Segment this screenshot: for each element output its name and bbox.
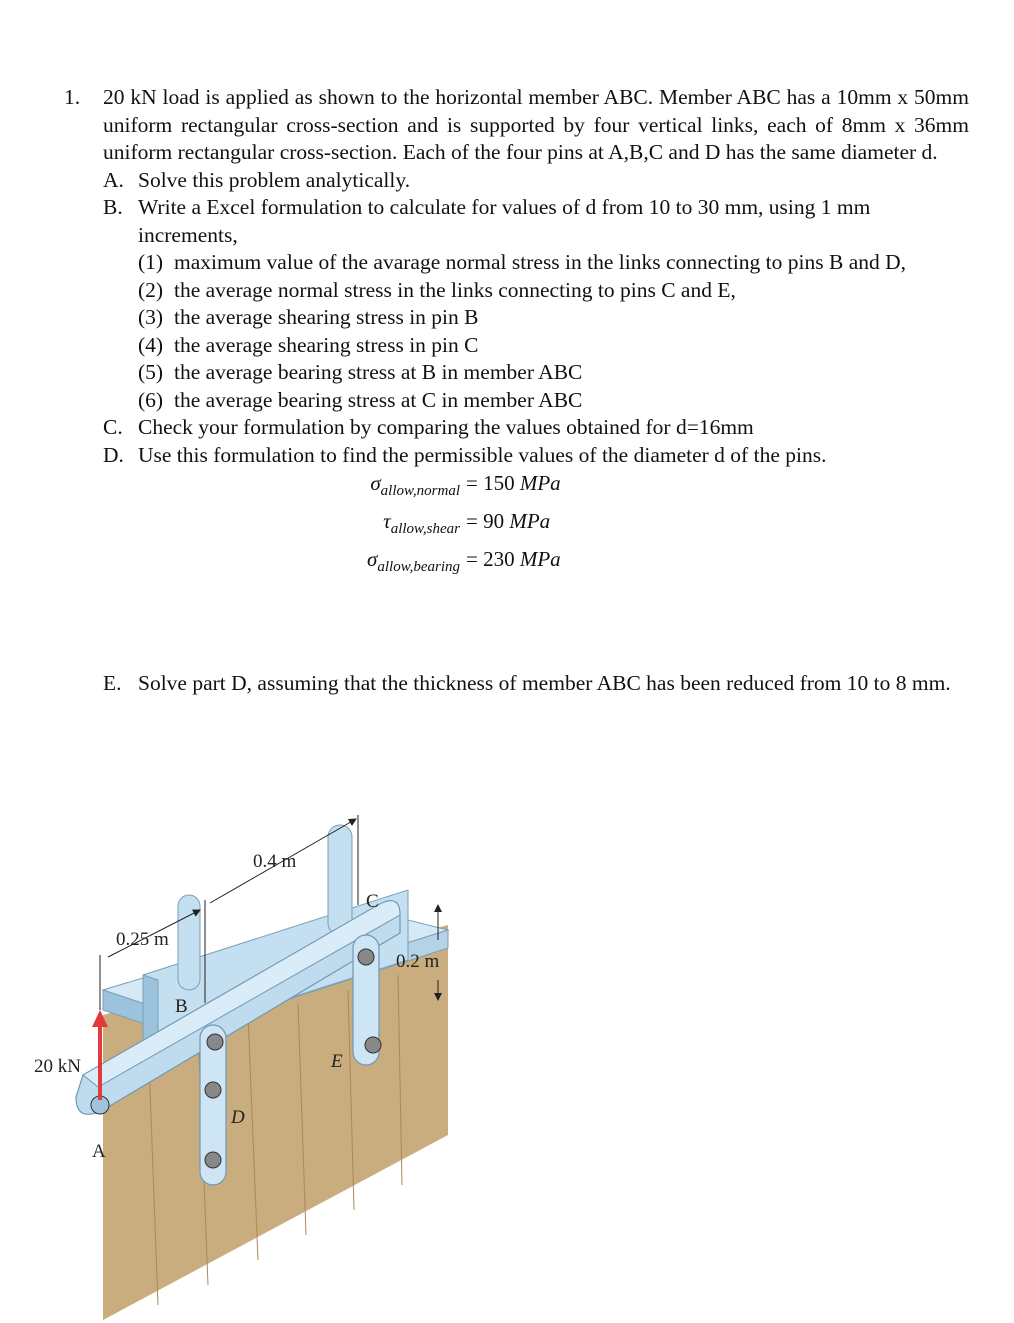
subpart-text: the average bearing stress at C in member ABC [174, 387, 583, 412]
allowable-stresses [300, 468, 630, 582]
part-label: C. [103, 415, 123, 439]
pin-e [365, 1037, 381, 1053]
dim-02-label: 0.2 m [396, 951, 440, 972]
subpart-label: (4) [138, 332, 164, 357]
label-e: E [331, 1051, 343, 1072]
part-label: E. [103, 671, 122, 695]
parts-list [103, 167, 969, 470]
part-label: B. [103, 195, 123, 219]
unit: MPa [509, 509, 551, 533]
dim-04-label: 0.4 m [253, 851, 297, 872]
load-label: 20 kN [34, 1056, 81, 1077]
subpart-4 [138, 332, 969, 360]
part-b [103, 194, 969, 414]
value: 230 [483, 547, 515, 571]
subpart-text: maximum value of the avarage normal stress in the links connecting to pins B and D, [174, 250, 907, 274]
link-back-b [178, 895, 200, 990]
subpart-5 [138, 359, 969, 387]
unit: MPa [519, 471, 561, 495]
subpart-6 [138, 387, 969, 415]
subpart-label: (5) [138, 360, 164, 384]
pin-d-bottom [205, 1152, 221, 1168]
label-b: B [175, 996, 188, 1017]
subpart-1 [138, 249, 969, 277]
part-label: D. [103, 442, 124, 467]
label-c: C [366, 891, 379, 912]
problem-statement: 20 kN load is applied as shown to the horizontal member ABC. Member ABC has a 10mm x 50mm uniform rectangular cross-section and is supported by four vertical links, each of 8mm x 36mm uniform rectangular cross-section. Each of the four pins at A,B,C and D has the same diameter d. [103, 85, 969, 164]
subpart-text: the average normal stress in the links connecting to pins C and E, [174, 277, 736, 302]
part-text: Use this formulation to find the permissible values of the diameter d of the pins. [138, 442, 827, 467]
part-a [103, 167, 969, 195]
subpart-3 [138, 304, 969, 332]
tau-symbol: τ [383, 509, 391, 533]
subpart-label: (6) [138, 387, 164, 412]
mechanism-figure [28, 805, 488, 1320]
unit: MPa [519, 547, 561, 571]
problem-number: 1. [64, 85, 81, 109]
subpart-text: the average shearing stress in pin B [174, 305, 479, 329]
value: 90 [483, 509, 505, 533]
link-e [328, 825, 352, 935]
allowable-bearing: $\sigma_{allow,bearing}$ = 230 MPa [367, 547, 561, 575]
allowable-shear: $\tau_{allow,shear}$ = 90 MPa [383, 509, 551, 537]
part-text: Solve this problem analytically. [138, 167, 411, 192]
allowable-normal: $\sigma_{allow,normal}$ = 150 MPa [370, 471, 561, 499]
subscript: allow,bearing [377, 559, 460, 575]
subpart-label: (2) [138, 277, 164, 302]
part-d [103, 442, 969, 470]
part-text: Check your formulation by comparing the values obtained for d=16mm [138, 415, 754, 439]
problem-1 [64, 84, 969, 469]
dim-025-label: 0.25 m [116, 929, 169, 950]
label-d: D [231, 1107, 245, 1128]
part-text: Write a Excel formulation to calculate for values of d from 10 to 30 mm, using 1 mm increments, [138, 195, 871, 247]
part-e [103, 670, 973, 698]
subpart-2 [138, 277, 969, 305]
label-a: A [92, 1141, 106, 1162]
subscript: allow,normal [380, 483, 460, 499]
sigma-symbol: σ [367, 547, 378, 571]
subscript: allow,shear [390, 521, 460, 537]
part-text: Solve part D, assuming that the thickness of member ABC has been reduced from 10 to 8 mm. [138, 671, 951, 695]
part-c [103, 414, 969, 442]
part-label: A. [103, 167, 124, 192]
pin-b [207, 1034, 223, 1050]
sigma-symbol: σ [370, 471, 381, 495]
subpart-text: the average shearing stress in pin C [174, 332, 479, 357]
subpart-label: (1) [138, 250, 164, 274]
pin-c [358, 949, 374, 965]
subpart-text: the average bearing stress at B in member ABC [174, 360, 583, 384]
value: 150 [483, 471, 515, 495]
subpart-label: (3) [138, 305, 164, 329]
pin-d-top [205, 1082, 221, 1098]
